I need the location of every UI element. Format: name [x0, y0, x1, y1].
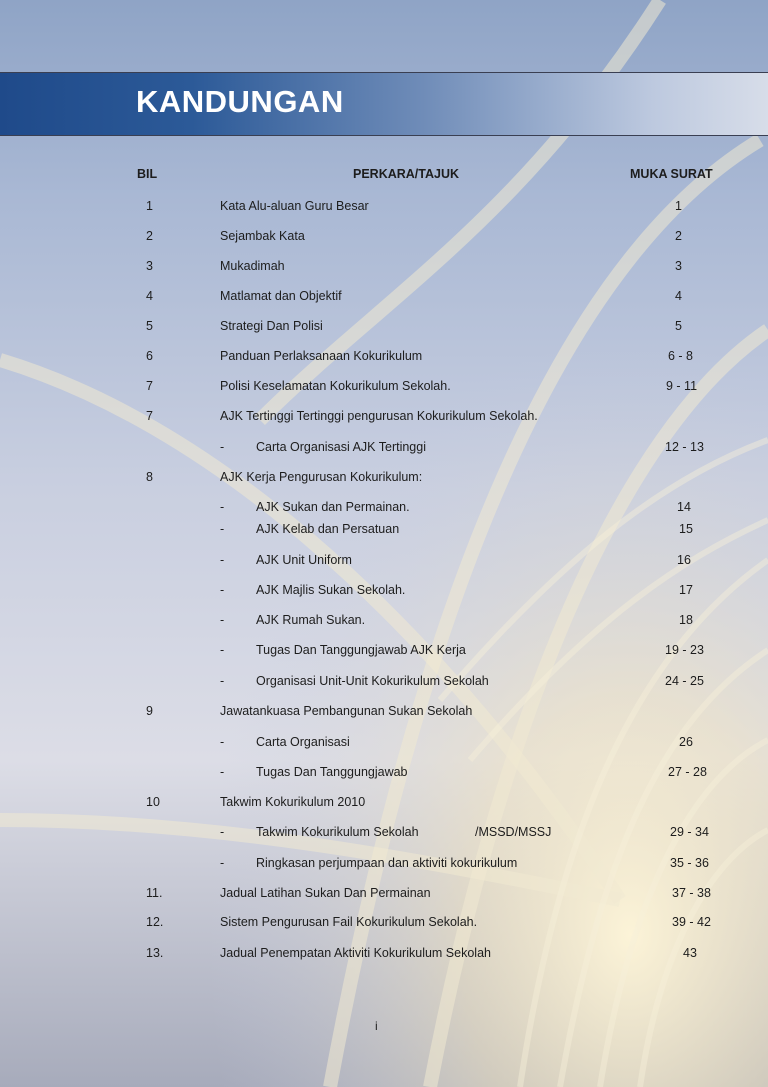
page-reference: 15 — [679, 522, 693, 536]
page-reference: 29 - 34 — [670, 825, 709, 839]
item-title-suffix: /MSSD/MSSJ — [475, 825, 552, 839]
sub-item-dash: - — [220, 500, 225, 514]
column-header-bil: BIL — [137, 167, 158, 181]
sub-item-dash: - — [220, 440, 225, 454]
row-number: 1 — [146, 199, 153, 213]
page-title: KANDUNGAN — [136, 84, 344, 119]
page-reference: 1 — [675, 199, 682, 213]
sub-item-dash: - — [220, 735, 225, 749]
page-reference: 27 - 28 — [668, 765, 707, 779]
item-title: Jawatankuasa Pembangunan Sukan Sekolah — [220, 704, 473, 718]
row-number: 6 — [146, 349, 153, 363]
column-header-perkara: PERKARA/TAJUK — [353, 167, 460, 181]
sub-item-dash: - — [220, 583, 225, 597]
page-reference: 4 — [675, 289, 682, 303]
item-title: Sejambak Kata — [220, 229, 305, 243]
page-reference: 9 - 11 — [666, 379, 698, 393]
sub-item-dash: - — [220, 613, 225, 627]
page-reference: 5 — [675, 319, 682, 333]
sub-item-title: AJK Sukan dan Permainan. — [256, 500, 410, 514]
sub-item-dash: - — [220, 522, 225, 536]
sub-item-title: Carta Organisasi AJK Tertinggi — [256, 440, 426, 454]
row-number: 9 — [146, 704, 153, 718]
row-number: 8 — [146, 470, 153, 484]
page-reference: 18 — [679, 613, 693, 627]
sub-item-title: Tugas Dan Tanggungjawab — [256, 765, 408, 779]
item-title: Jadual Latihan Sukan Dan Permainan — [220, 886, 431, 900]
item-title: AJK Tertinggi Tertinggi pengurusan Kokurikulum Sekolah. — [220, 409, 538, 423]
row-number: 3 — [146, 259, 153, 273]
page-reference: 43 — [683, 946, 697, 960]
item-title: Sistem Pengurusan Fail Kokurikulum Sekolah. — [220, 915, 478, 929]
page-reference: 6 - 8 — [668, 349, 694, 363]
item-title: Strategi Dan Polisi — [220, 319, 323, 333]
row-number: 7 — [146, 409, 153, 423]
sub-item-dash: - — [220, 553, 225, 567]
sub-item-title: Organisasi Unit-Unit Kokurikulum Sekolah — [256, 674, 489, 688]
page-reference: 3 — [675, 259, 682, 273]
item-title: Matlamat dan Objektif — [220, 289, 342, 303]
item-title: Mukadimah — [220, 259, 285, 273]
page-reference: 2 — [675, 229, 682, 243]
sub-item-title: Carta Organisasi — [256, 735, 350, 749]
sub-item-dash: - — [220, 825, 225, 839]
item-title: Kata Alu-aluan Guru Besar — [220, 199, 369, 213]
page-number: i — [375, 1019, 378, 1033]
row-number: 4 — [146, 289, 153, 303]
page-reference: 12 - 13 — [665, 440, 704, 454]
page-reference: 24 - 25 — [665, 674, 704, 688]
row-number: 12. — [146, 915, 164, 929]
page-reference: 35 - 36 — [670, 856, 709, 870]
item-title: Jadual Penempatan Aktiviti Kokurikulum Sekolah — [220, 946, 491, 960]
row-number: 13. — [146, 946, 164, 960]
item-title: Takwim Kokurikulum 2010 — [220, 795, 366, 809]
sub-item-title: AJK Rumah Sukan. — [256, 613, 366, 627]
sub-item-title: AJK Majlis Sukan Sekolah. — [256, 583, 406, 597]
sub-item-dash: - — [220, 643, 225, 657]
page-reference: 16 — [677, 553, 691, 567]
sub-item-title: Ringkasan perjumpaan dan aktiviti kokurikulum — [256, 856, 518, 870]
item-title: AJK Kerja Pengurusan Kokurikulum: — [220, 470, 423, 484]
page-reference: 19 - 23 — [665, 643, 704, 657]
row-number: 2 — [146, 229, 153, 243]
sub-item-title: Takwim Kokurikulum Sekolah — [256, 825, 419, 839]
page-reference: 37 - 38 — [672, 886, 711, 900]
item-title: Panduan Perlaksanaan Kokurikulum — [220, 349, 423, 363]
page-reference: 14 — [677, 500, 691, 514]
sub-item-title: Tugas Dan Tanggungjawab AJK Kerja — [256, 643, 466, 657]
sub-item-title: AJK Unit Uniform — [256, 553, 352, 567]
item-title: Polisi Keselamatan Kokurikulum Sekolah. — [220, 379, 451, 393]
sub-item-dash: - — [220, 674, 225, 688]
row-number: 7 — [146, 379, 153, 393]
sub-item-dash: - — [220, 765, 225, 779]
page-reference: 26 — [679, 735, 693, 749]
sub-item-title: AJK Kelab dan Persatuan — [256, 522, 400, 536]
row-number: 11. — [146, 886, 163, 900]
title-band — [0, 72, 768, 136]
page-reference: 17 — [679, 583, 693, 597]
row-number: 5 — [146, 319, 153, 333]
column-header-muka-surat: MUKA SURAT — [630, 167, 713, 181]
page-reference: 39 - 42 — [672, 915, 711, 929]
row-number: 10 — [146, 795, 160, 809]
sub-item-dash: - — [220, 856, 225, 870]
